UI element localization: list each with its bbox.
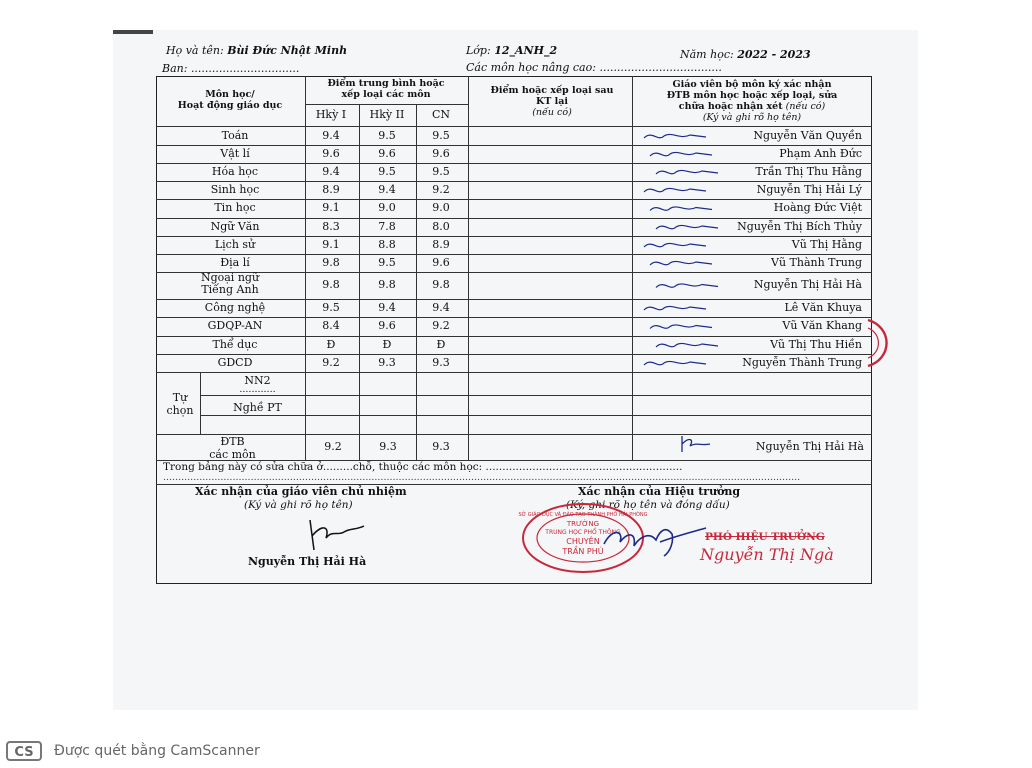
row-line [156,236,872,237]
grade-cn: 9.6 [432,255,450,269]
dtb-teacher-signature [676,434,716,454]
homeroom-title: Xác nhận của giáo viên chủ nhiệm [195,485,407,498]
subject-name: Tin học [214,201,256,214]
teacher-name: Vũ Thị Thu Hiền [770,337,862,351]
grade-hk2: 9.5 [378,128,396,142]
page-edge-stamp [866,316,896,370]
grade-hk1: 9.5 [322,300,340,314]
subject-name: Vật lí [220,146,250,160]
teacher-signature [640,236,710,254]
grade-cn: 8.9 [432,237,450,251]
subject-name: Địa lí [220,255,250,269]
dtb-hk1: 9.2 [324,440,342,453]
homeroom-signature [300,516,370,556]
grade-hk1: 9.4 [322,128,340,142]
avg-subheader-line [305,104,468,105]
teacher-signature [646,254,716,272]
school-year-row [680,48,811,61]
header-retest-note: (nếu có) [532,106,572,118]
grade-cn: 9.4 [432,300,450,314]
camscanner-footer-text: Được quét bằng CamScanner [54,743,260,759]
col-divider-retest [632,76,633,460]
elective-nn2: NN2 [244,374,271,387]
ban-label: Ban: [162,62,188,75]
stamp-line2: TRUNG HỌC PHỔ THÔNG [545,529,621,536]
correction-dots: ................................................................................................................................................................................................................... [163,473,801,483]
homeroom-note: (Ký và ghi rõ họ tên) [244,499,353,511]
grade-cn: 9.5 [432,164,450,178]
header-bottom-line [156,126,872,127]
row-line [156,181,872,182]
year-label: Năm học: [680,48,734,61]
header-subject [160,90,300,112]
teacher-signature [652,163,722,181]
header-retest-line1: Điểm hoặc xếp loại sau [490,85,614,96]
grade-cn: 9.2 [432,182,450,196]
correction-note: Trong bảng này có sửa chữa ở.........chỗ, thuộc các môn học: ........................................................... [163,461,683,473]
subject-name-line2: Tiếng Anh [201,283,259,296]
student-name: Bùi Đức Nhật Minh [227,44,348,57]
header-hk2: Hkỳ II [369,108,405,121]
teacher-name: Trần Thị Thu Hằng [755,164,862,178]
teacher-name: Lê Văn Khuya [784,300,862,314]
principal-note: (Ký, ghi rõ họ tên và đóng dấu) [566,499,730,511]
header-average-line2: xếp loại các môn [341,88,431,100]
student-name-row [166,44,347,57]
elective-label-line2: chọn [166,403,194,417]
col-divider-cn [468,76,469,460]
header-teacher [636,80,868,124]
subject-name: Thể dục [212,337,258,351]
elective-label [160,392,200,417]
subject-name: GDCD [217,355,253,369]
header-subject-line2: Hoạt động giáo dục [177,99,283,111]
grade-hk2: 9.6 [378,319,396,332]
grade-hk1: 9.8 [322,255,340,269]
grade-hk2: 9.4 [378,182,396,196]
grade-hk1: 9.8 [322,278,340,291]
row-line [156,218,872,219]
teacher-signature [652,218,722,236]
stamp-line3: CHUYÊN [566,537,600,546]
teacher-signature [640,127,710,145]
row-line [156,145,872,146]
grade-hk2: 9.5 [378,255,396,269]
camscanner-logo-icon: CS [6,741,42,761]
teacher-signature [652,272,722,299]
header-hk1: Hkỳ I [315,108,347,121]
header-retest-line2: KT lại [535,95,568,107]
grade-hk2: 9.5 [378,164,396,178]
subject-name: Toán [221,128,249,142]
row-line [156,354,872,355]
grade-hk1: Đ [326,337,336,351]
teacher-signature [646,199,716,218]
elective-label-line1: Tự [172,391,188,404]
dtb-top-line [156,434,872,435]
subject-name: Ngoại ngữ [200,271,260,284]
advanced-label: Các môn học nâng cao: [466,61,596,74]
ban-value: ............................... [190,62,300,75]
grade-hk1: 9.1 [322,237,340,251]
header-retest [472,86,632,119]
teacher-signature [640,181,710,199]
principal-title: Xác nhận của Hiệu trưởng [578,485,741,498]
stamp-ring-text: SỞ GIÁO DỤC VÀ ĐÀO TẠO THÀNH PHỐ HẢI PHÒNG [518,512,648,518]
grade-cn: 9.6 [432,146,450,160]
subject-name: Sinh học [210,182,260,196]
row-line [156,336,872,337]
grade-hk2: Đ [382,337,392,351]
year-value: 2022 - 2023 [737,48,811,61]
grade-hk2: 9.6 [378,146,396,160]
principal-signature [600,522,710,562]
subject-name: Hóa học [211,164,259,178]
teacher-name: Hoàng Đức Việt [773,201,862,214]
grade-hk1: 8.3 [322,219,340,233]
grade-cn: 9.5 [432,128,450,142]
header-cn: CN [431,108,451,121]
col-divider-hk2 [416,104,417,460]
grade-cn: 9.3 [432,355,450,369]
teacher-name: Vũ Thị Hằng [791,237,862,251]
name-label: Họ và tên: [166,44,224,57]
dtb-label [160,436,305,461]
teacher-signature [640,354,710,372]
dtb-label-line1: ĐTB [220,435,245,448]
vice-principal-title: PHÓ HIỆU TRƯỞNG [705,531,825,543]
row-line [156,163,872,164]
header-teacher-note1: (nếu có) [785,100,826,112]
subject-name: GDQP-AN [207,319,263,332]
class-row [466,44,557,57]
teacher-signature [640,299,710,317]
subject-name: Lịch sử [214,237,256,251]
teacher-name: Vũ Thành Trung [771,255,862,269]
grade-hk2: 9.3 [378,355,396,369]
stamp-line4: TRẦN PHÚ [562,547,604,556]
grade-hk1: 8.4 [322,319,340,332]
grade-cn: 9.8 [432,278,450,291]
grade-cn: 9.2 [432,319,450,332]
grade-hk1: 9.1 [322,201,340,214]
teacher-name: Nguyễn Thị Bích Thủy [737,219,862,233]
header-teacher-note2: (Ký và ghi rõ họ tên) [702,111,802,123]
row-line [156,199,872,200]
teacher-name: Vũ Văn Khang [782,319,862,332]
header-teacher-line3: chữa hoặc nhận xét [678,100,783,112]
teacher-name: Nguyễn Thành Trung [742,355,862,369]
subject-name: Công nghệ [204,300,266,314]
grade-hk2: 9.4 [378,300,396,314]
grade-cn: Đ [436,337,446,351]
header-subject-line1: Môn học/ [205,89,255,100]
class-value: 12_ANH_2 [494,44,558,57]
grade-hk1: 9.6 [322,146,340,160]
elective-line [200,415,872,416]
grade-hk2: 9.8 [378,278,396,291]
grade-hk2: 8.8 [378,237,396,251]
stamp-line1: TRƯỜNG [566,520,600,528]
teacher-name: Nguyễn Thị Hải Hà [753,278,862,291]
header-teacher-line1: Giáo viên bộ môn ký xác nhận [672,79,832,90]
subject-name: Ngữ Văn [210,219,260,233]
teacher-signature [652,336,722,354]
teacher-name: Nguyễn Thị Hải Lý [756,182,862,196]
class-label: Lớp: [466,44,491,57]
elective-nn2-dots: ............ [239,384,276,395]
grade-hk1: 9.2 [322,355,340,369]
dtb-teacher: Nguyễn Thị Hải Hà [755,440,864,453]
row-line [156,372,872,373]
grade-cn: 8.0 [432,219,450,233]
row-line [156,299,872,300]
teacher-signature [646,145,716,163]
scan-edge-mark [113,30,153,34]
grade-hk1: 8.9 [322,182,340,196]
grade-hk2: 7.8 [378,219,396,233]
teacher-name: Nguyễn Văn Quyền [753,128,862,142]
teacher-name: Phạm Anh Đức [779,146,862,160]
grade-cn: 9.0 [432,201,450,214]
row-line [156,317,872,318]
elective-divider [200,372,201,434]
homeroom-name: Nguyễn Thị Hải Hà [248,555,367,568]
row-line [156,254,872,255]
header-average-line1: Điểm trung bình hoặc [327,78,445,89]
advanced-row [466,61,722,74]
dtb-hk2: 9.3 [379,440,397,453]
dtb-label-line2: các môn [209,447,256,461]
header-average [305,79,467,101]
header-teacher-line2: ĐTB môn học hoặc xếp loại, sửa [666,89,838,101]
dtb-cn: 9.3 [432,440,450,453]
ban-row [162,62,299,75]
grade-hk2: 9.0 [378,201,396,214]
advanced-value: ................................... [599,61,722,74]
principal-name: Nguyễn Thị Ngà [700,545,834,564]
grade-hk1: 9.4 [322,164,340,178]
teacher-signature [646,317,716,336]
elective-nghe: Nghề PT [233,401,282,414]
